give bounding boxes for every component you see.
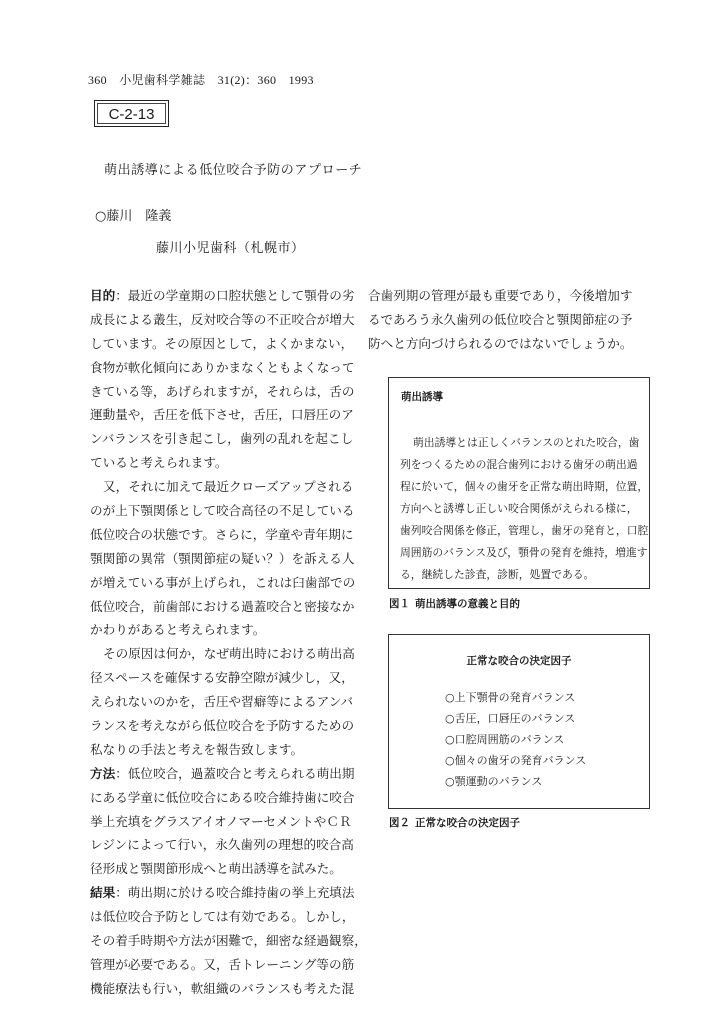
figure1-caption — [389, 596, 520, 611]
body-text: が増えている事が上げられ，これは臼歯部での — [90, 574, 356, 590]
body-text: のが上下顎関係として咬合高径の不足している — [90, 503, 355, 519]
body-text: 又，それに加えて最近クローズアップされる — [103, 479, 354, 495]
figure1-line: 列をつくるための混合歯列における歯牙の萌出過 — [400, 458, 638, 471]
body-text: その着手時期や方法が困難で，細密な経過観察， — [90, 933, 367, 949]
figure1-line: 歯列咬合関係を修正，管理し，歯牙の発育と，口腔 — [400, 524, 649, 537]
paper-title: 萌出誘導による低位咬合予防のアプローチ — [104, 163, 363, 178]
left-column-line — [90, 403, 358, 427]
affiliation: 藤川小児歯科（札幌市） — [156, 241, 305, 256]
body-text: かわりがあると考えられます。 — [90, 622, 266, 638]
right-column-line: 防へと方向づけられるのではないでしょうか。 — [368, 335, 633, 351]
figure1-body — [400, 432, 649, 586]
figure1-caption-number: 図１ — [389, 598, 410, 610]
figure2-item: ○個々の歯牙の発育バランス — [445, 754, 587, 767]
left-column-line — [90, 451, 358, 475]
left-column-line — [90, 380, 358, 404]
abstract-code: C-2-13 — [97, 103, 166, 124]
left-column-line — [90, 666, 358, 690]
abstract-code-box — [94, 100, 169, 127]
body-text: 食物が軟化傾向にありかまなくともよくなって — [90, 359, 355, 375]
section-label: 方法 — [90, 765, 116, 781]
left-column-line — [90, 738, 358, 762]
figure1-line: 萌出誘導とは正しくバランスのとれた咬合，歯 — [413, 436, 640, 449]
figure2-box-title: 正常な咬合の決定因子 — [466, 655, 572, 667]
body-text: レジンによって行い，永久歯列の理想的咬合高 — [90, 837, 354, 853]
body-text: その原因は何か，なぜ萌出時における萌出高 — [103, 646, 355, 662]
left-column-line — [90, 618, 358, 642]
figure2-caption-number: 図２ — [389, 817, 410, 829]
journal-header: 360 小児歯科学雑誌 31(2)：360 1993 — [88, 73, 314, 87]
body-text: 運動量や，舌圧を低下させ，舌圧，口唇圧のア — [90, 407, 354, 423]
left-column-line — [90, 762, 358, 786]
left-column-line — [90, 356, 358, 380]
figure2-caption — [389, 815, 520, 830]
body-text: 低位咬合の状態です。さらに，学童や青年期に — [90, 526, 354, 542]
figure2-list — [445, 687, 586, 792]
left-column-line — [90, 427, 358, 451]
figure1-box — [388, 377, 650, 589]
body-text: 成長による叢生，反対咬合等の不正咬合が増大 — [90, 311, 355, 327]
left-column-line — [90, 833, 358, 857]
left-column-line — [90, 523, 358, 547]
body-text: きている等，あげられますが，それらは，舌の — [90, 383, 355, 399]
figure1-box-title: 萌出誘導 — [401, 391, 443, 403]
body-text: ：萌出期に於ける咬合維持歯の挙上充填法 — [115, 885, 355, 901]
left-column-line — [90, 690, 358, 714]
section-label: 目的 — [90, 288, 116, 303]
left-column-line — [90, 810, 358, 834]
figure2-box — [388, 634, 650, 809]
author: ○藤川 隆義 — [95, 209, 172, 224]
body-text: しています。その原因として，よくかまない， — [90, 335, 354, 351]
body-text: ：低位咬合，過蓋咬合と考えられる萌出期 — [115, 765, 355, 781]
body-text: は低位咬合予防としては有効である。しかし， — [90, 909, 355, 925]
body-text: 低位咬合，前歯部における過蓋咬合と密接なか — [90, 598, 355, 614]
left-column-line — [90, 881, 358, 905]
body-text: 機能療法も行い，軟組織のバランスも考えた混 — [90, 980, 355, 996]
left-column-line — [90, 642, 358, 666]
body-text: 管理が必要である。又，舌トレーニング等の筋 — [90, 956, 355, 972]
left-column-line — [90, 786, 358, 810]
left-column-line — [90, 905, 358, 929]
body-text: ていると考えられます。 — [90, 455, 228, 471]
left-column-line — [90, 475, 358, 499]
body-text: 径形成と顎関節形成へと萌出誘導を試みた。 — [90, 861, 342, 877]
left-column-line — [90, 714, 358, 738]
right-column — [368, 284, 658, 356]
figure2-item: ○舌圧，口唇圧のバランス — [445, 712, 576, 725]
body-text: 径スペースを確保する安静空隙が減少し，又， — [90, 670, 354, 686]
figure1-line: る，継続した診査，診断，処置である。 — [400, 568, 595, 581]
figure2-item: ○上下顎骨の発育バランス — [445, 691, 576, 704]
left-column-line — [90, 595, 358, 619]
figure1-line: 程に於いて，個々の歯牙を正常な萌出時期，位置， — [400, 480, 649, 493]
figure2-item: ○口腔周囲筋のバランス — [445, 733, 565, 746]
left-column-line — [90, 953, 358, 977]
left-column — [90, 284, 367, 1001]
figure1-line: 方向へと誘導し正しい咬合関係がえられる様に， — [400, 502, 638, 515]
figure1-caption-text: 萌出誘導の意義と目的 — [415, 598, 520, 610]
left-column-line — [90, 929, 367, 953]
body-text: ンバランスを引き起こし，歯列の乱れを起こし — [90, 431, 354, 447]
section-label: 結果 — [90, 885, 116, 901]
figure2-caption-text: 正常な咬合の決定因子 — [415, 817, 520, 829]
left-column-line — [90, 857, 358, 881]
body-text: 挙上充填をグラスアイオノマーセメントやＣＲ — [90, 813, 352, 829]
left-column-line — [90, 284, 358, 308]
figure2-item: ○顎運動のバランス — [445, 775, 543, 788]
body-text: にある学童に低位咬合にある咬合維持歯に咬合 — [90, 789, 355, 805]
body-text: ：最近の学童期の口腔状態として顎骨の劣 — [115, 288, 355, 303]
figure1-line: 周囲筋のバランス及び，顎骨の発育を維持，増進す — [400, 546, 648, 559]
body-text: えられないのかを，舌圧や習癖等によるアンバ — [90, 694, 354, 710]
body-text: 顎関節の異常（顎関節症の疑い？）を訴える人 — [90, 550, 355, 566]
left-column-line — [90, 332, 358, 356]
left-column-line — [90, 571, 358, 595]
right-column-line: るであろう永久歯列の低位咬合と顎関節症の予 — [368, 311, 633, 327]
left-column-line — [90, 308, 358, 332]
body-text: 私なりの手法と考えを報告致します。 — [90, 741, 304, 757]
left-column-line — [90, 499, 358, 523]
left-column-line — [90, 547, 358, 571]
right-column-line: 合歯列期の管理が最も重要であり，今後増加す — [368, 288, 633, 303]
left-column-line — [90, 977, 358, 1001]
body-text: ランスを考えながら低位咬合を予防するための — [90, 718, 355, 734]
